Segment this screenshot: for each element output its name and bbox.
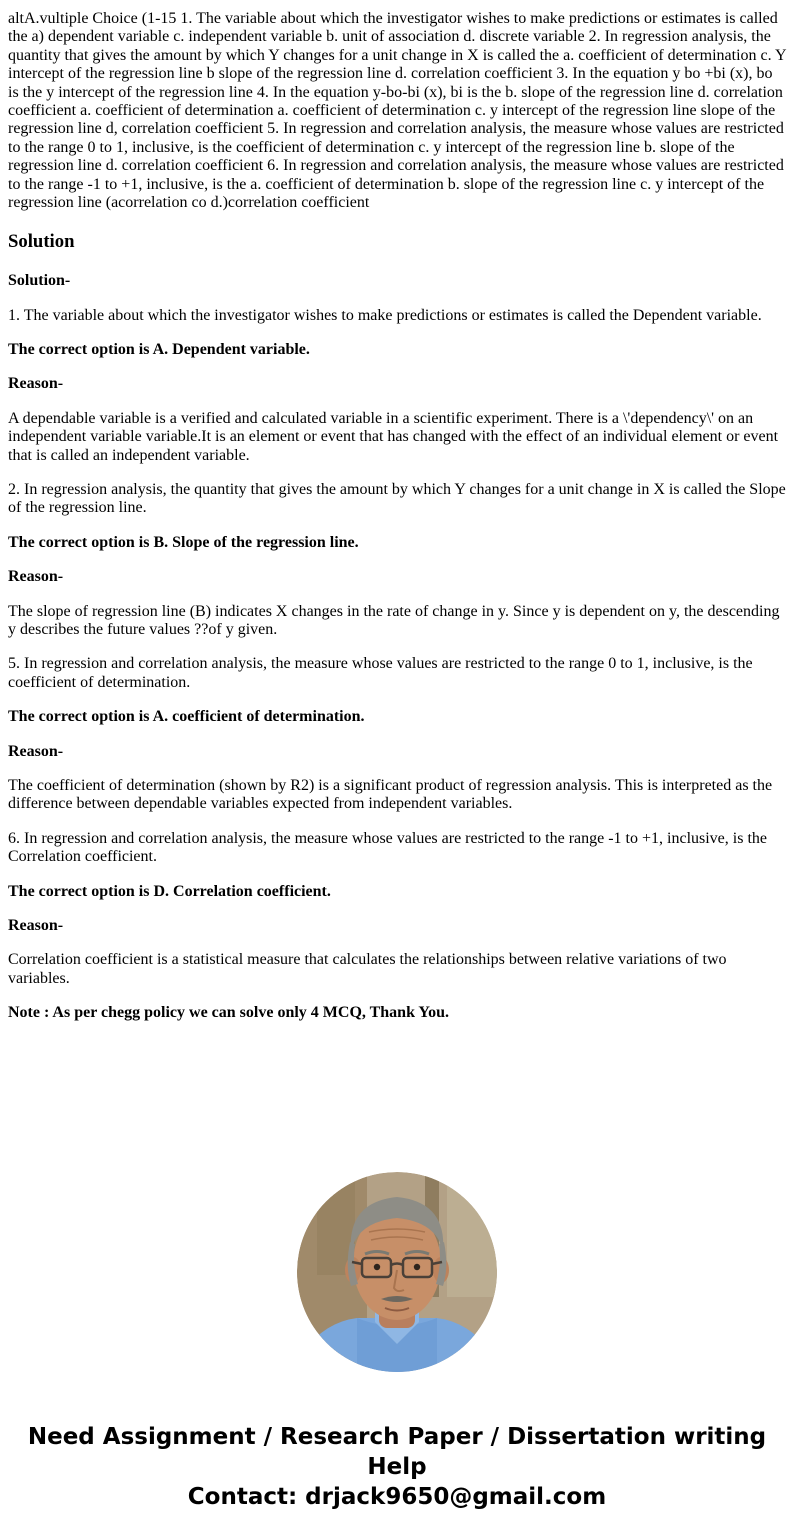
reason-label: Reason-: [8, 916, 64, 934]
answer-statement: 5. In regression and correlation analysis, the measure whose values are restricted to the range 0 to 1, inclusive, is the coefficient of determination.: [8, 655, 753, 691]
answer-block-3: [8, 655, 786, 813]
solution-subheading: Solution-: [8, 272, 71, 290]
policy-note: Note : As per chegg policy we can solve only 4 MCQ, Thank You.: [8, 1004, 450, 1022]
reason-text: The coefficient of determination (shown by R2) is a significant product of regression analysis. This is interpreted as the difference between dependable variables expected from independent variables.: [8, 776, 773, 813]
correct-option: The correct option is A. Dependent variable.: [8, 341, 310, 359]
correct-option: The correct option is A. coefficient of determination.: [8, 708, 365, 726]
footer-banner: [8, 1422, 786, 1512]
answer-statement: 1. The variable about which the investigator wishes to make predictions or estimates is called the Dependent variable.: [8, 306, 762, 324]
answer-block-1: [8, 307, 786, 465]
answer-statement: 6. In regression and correlation analysis, the measure whose values are restricted to the range -1 to +1, inclusive, is the Correlation coefficient.: [8, 829, 767, 866]
correct-option: The correct option is B. Slope of the regression line.: [8, 533, 359, 551]
footer-help-text: Need Assignment / Research Paper / Dissertation writing Help: [27, 1424, 767, 1481]
answer-block-4: [8, 830, 786, 988]
answer-block-2: [8, 481, 786, 639]
tutor-photo: [297, 1172, 497, 1372]
tutor-photo-image: [297, 1172, 497, 1372]
reason-text: Correlation coefficient is a statistical measure that calculates the relationships between relative variations of two variables.: [8, 951, 727, 987]
reason-text: The slope of regression line (B) indicates X changes in the rate of change in y. Since y is dependent on y, the descending y describes the future values ??of y given.: [8, 602, 780, 638]
reason-label: Reason-: [8, 568, 64, 586]
solution-heading: Solution: [8, 231, 75, 253]
reason-label: Reason-: [8, 742, 64, 760]
correct-option: The correct option is D. Correlation coefficient.: [8, 882, 331, 900]
footer-contact: Contact: drjack9650@gmail.com: [187, 1484, 607, 1511]
answer-statement: 2. In regression analysis, the quantity that gives the amount by which Y changes for a unit change in X is called the Slope of the regression line.: [8, 481, 786, 517]
reason-label: Reason-: [8, 375, 64, 393]
question-text: altA.vultiple Choice (1-15 1. The variable about which the investigator wishes to make predictions or estimates is called the a) dependent variable c. independent variable b. unit of association d. discrete variable 2. In regression analysis, the quantity that gives the amount by which Y changes for a unit change in X is called the a. coefficient of determination c. Y intercept of the regression line b slope of the regression line d. correlation coefficient 3. In the equation y bo +bi (x), bo is the y intercept of the regression line 4. In the equation y-bo-bi (x), bi is the b. slope of the regression line d. correlation coefficient a. coefficient of determination a. coefficient of determination c. y intercept of the regression line slope of the regression line d, correlation coefficient 5. In regression and correlation analysis, the measure whose values are restricted to the range 0 to 1, inclusive, is the coefficient of determination c. y intercept of the regression line b. slope of the regression line d. correlation coefficient 6. In regression and correlation analysis, the measure whose values are restricted to the range -1 to +1, inclusive, is the a. coefficient of determination b. slope of the regression line c. y intercept of the regression line (acorrelation co d.)correlation coefficient: [8, 10, 786, 211]
reason-text: A dependable variable is a verified and calculated variable in a scientific experiment. There is a \'dependency\' on an independent variable variable.It is an element or event that has changed with the effect of an individual element or event that is called an independent variable.: [8, 409, 779, 464]
